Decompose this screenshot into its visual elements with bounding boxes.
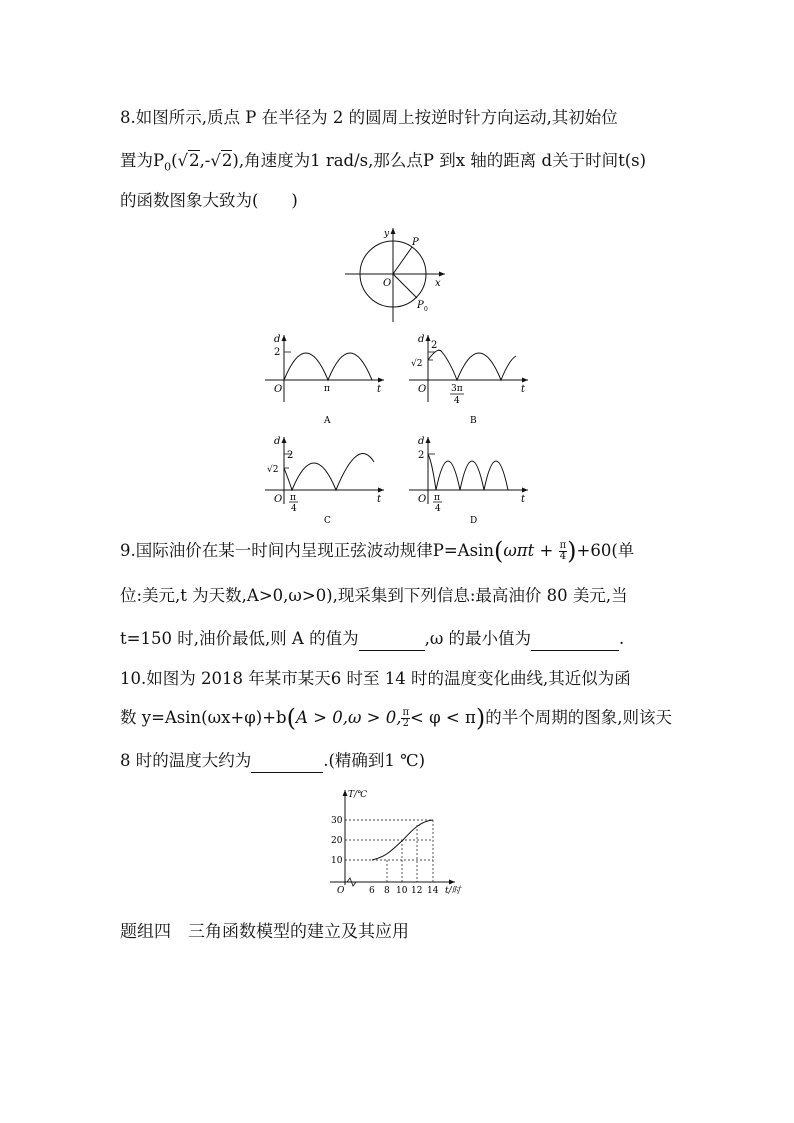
option-c-graph	[262, 432, 397, 532]
option-b-graph	[406, 330, 541, 430]
q8-sub: 0	[164, 160, 172, 174]
option-a-t: t	[377, 384, 382, 395]
option-d-y-tick: 2	[418, 450, 425, 461]
option-c-t: t	[377, 494, 382, 505]
option-b-t: t	[521, 384, 526, 395]
q9-frac-den: 4	[559, 551, 567, 562]
q10-cond-b: < φ < π	[410, 708, 476, 727]
circle-origin: O	[383, 278, 392, 289]
q8-text-a: 置为P	[120, 151, 165, 170]
option-c-x-tick-den: 4	[291, 504, 297, 514]
option-d-d: d	[418, 436, 425, 447]
q8-sqrt-2: 2	[221, 151, 233, 170]
q10-line-1: 10.如图为 2018 年某市某天6 时至 14 时的温度变化曲线,其近似为函	[120, 669, 631, 688]
circle-x-label: x	[435, 278, 441, 289]
temp-x-tick-14: 14	[427, 886, 439, 896]
option-d-x-tick-den: 4	[435, 504, 441, 514]
circle-p-label: P	[412, 237, 419, 248]
option-c-y-tick-low: √2	[267, 465, 279, 475]
option-b-y-tick-top: 2	[431, 340, 438, 351]
q10-blank-temp[interactable]	[251, 750, 323, 773]
option-c-y-tick-top: 2	[287, 450, 294, 461]
option-a-y-tick: 2	[274, 347, 281, 358]
option-d-label: D	[470, 516, 478, 526]
q9-text-3b: ,ω 的最小值为	[424, 629, 532, 648]
q10-text-a: 数 y=Asin(ωx+φ)+b	[120, 708, 287, 727]
circle-figure	[340, 224, 455, 324]
option-a-origin: O	[274, 384, 283, 395]
option-c-label: C	[324, 516, 331, 526]
option-a-label: A	[324, 416, 331, 426]
q10-text-b: 的半个周期的图象,则该天	[485, 708, 672, 727]
q9-text-3a: t=150 时,油价最低,则 A 的值为	[120, 629, 359, 648]
q8-sqrt-1: 2	[189, 151, 200, 170]
temp-x-label: t/时	[445, 886, 461, 896]
q8-line-2: 置为$P_0(√2,-√2)$,角速度为1 rad/s,那么点P 到x 轴的距离 d关于时间t(s)	[120, 151, 647, 174]
section-heading: 题组四 三角函数模型的建立及其应用	[120, 922, 409, 942]
temp-y-label: T/℃	[348, 790, 368, 800]
q10-line-2: 数 y=Asin(ωx+φ)+b(A > 0,ω > 0, $\frac{\pi}{2}$ < φ < π)的半个周期的图象,则该天	[120, 704, 672, 732]
option-c-d: d	[274, 436, 281, 447]
option-a-x-tick: π	[324, 384, 330, 394]
q10-text-3b: .(精确到1 ℃)	[323, 751, 426, 770]
option-d-x-tick-num: π	[434, 493, 440, 503]
q9-text-3c: .	[619, 629, 625, 648]
option-b-y-tick-low: √2	[411, 359, 423, 369]
q9-text-b: +60(单	[576, 541, 635, 560]
q8-line-1: 8.如图所示,质点 P 在半径为 2 的圆周上按逆时针方向运动,其初始位	[120, 108, 618, 127]
option-a-graph	[262, 330, 397, 430]
q8-text-c: ,-	[199, 151, 211, 170]
option-b-x-tick-den: 4	[454, 396, 460, 406]
q10-text-3a: 8 时的温度大约为	[120, 751, 252, 770]
option-c-x-tick-num: π	[290, 493, 296, 503]
q9-blank-omega[interactable]	[531, 628, 619, 651]
circle-p0-sub: 0	[424, 306, 428, 313]
q9-line-2: 位:美元,t 为天数,A>0,ω>0),现采集到下列信息:最高油价 80 美元,当	[120, 586, 628, 605]
q9-text-a: 9.国际油价在某一时间内呈现正弦波动规律P=Asin	[120, 541, 494, 560]
temp-y-tick-30: 30	[331, 816, 343, 826]
q8-text-d: ),角速度为1 rad/s,那么点P 到x 轴的距离 d关于时间t(s)	[232, 151, 647, 170]
q10-frac-num: π	[402, 707, 410, 718]
q9-line-3	[120, 628, 624, 651]
q9-frac-num: π	[559, 540, 567, 551]
option-b-d: d	[418, 334, 425, 345]
circle-p0-label: P	[417, 300, 424, 311]
option-c-origin: O	[274, 494, 283, 505]
temp-x-tick-6: 6	[369, 886, 375, 896]
q9-inner: ωπt +	[503, 541, 554, 560]
q10-line-3	[120, 750, 425, 773]
temp-x-tick-8: 8	[384, 886, 390, 896]
q10-cond-a: A > 0,ω > 0,	[295, 708, 402, 727]
option-a-d: d	[274, 334, 281, 345]
option-b-origin: O	[418, 384, 427, 395]
option-b-x-tick-num: 3π	[451, 384, 463, 394]
temp-y-tick-10: 10	[331, 856, 343, 866]
temp-y-tick-20: 20	[331, 836, 343, 846]
temperature-chart	[325, 785, 465, 900]
circle-y-label: y	[384, 229, 390, 239]
option-d-graph	[406, 432, 541, 532]
option-d-t: t	[521, 494, 526, 505]
option-d-origin: O	[418, 494, 427, 505]
q9-line-1: 9.国际油价在某一时间内呈现正弦波动规律P=Asin(ωπt + $\frac{\pi}{4}$ )+60(单	[120, 537, 635, 565]
option-b-label: B	[470, 416, 477, 426]
q8-line-3: 的函数图象大致为( )	[120, 191, 298, 210]
q8-text-b: (	[171, 151, 178, 170]
q10-frac-den: 2	[402, 718, 409, 729]
temp-origin: O	[337, 886, 345, 896]
temp-x-tick-10: 10	[396, 886, 408, 896]
temp-x-tick-12: 12	[411, 886, 423, 896]
q9-blank-a[interactable]	[359, 628, 425, 651]
